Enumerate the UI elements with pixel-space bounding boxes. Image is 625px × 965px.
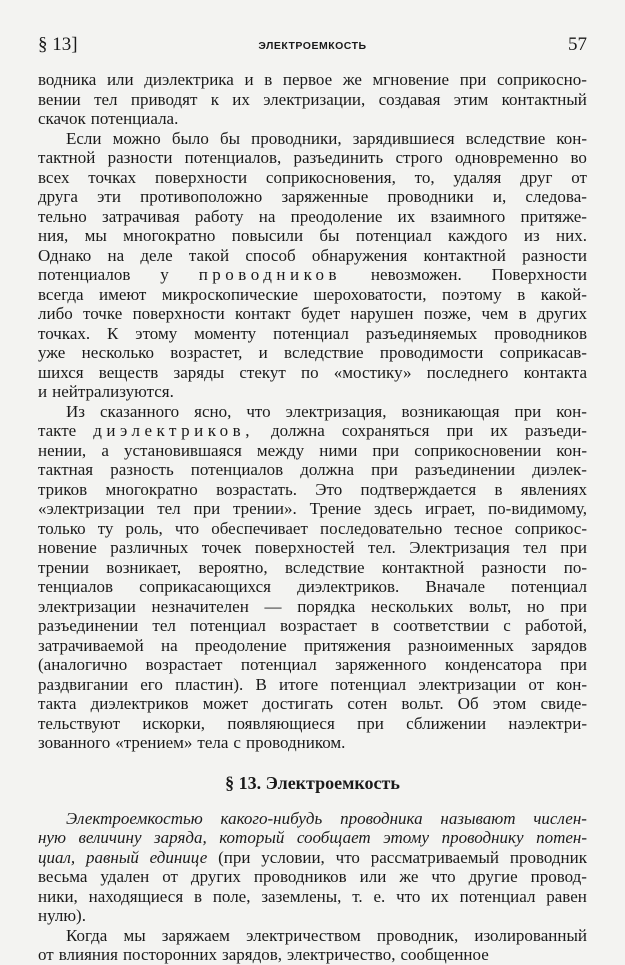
text-line: Если можно было бы проводники, зарядившиеся вследствие кон- <box>66 128 587 148</box>
text-line: уже несколько возрастет, и вследствие проводимости соприкасав- <box>38 343 587 362</box>
text-line: либо точке поверхности контакт будет нарушен позже, чем в других <box>38 304 587 323</box>
paragraph <box>38 402 587 753</box>
text-line: зованного «трением» тела с проводником. <box>38 733 346 752</box>
text-line: Однако на деле такой способ обнаружения контактной разности <box>38 245 587 265</box>
text-line: тельно затрачивая работу на преодоление их взаимного притяже- <box>38 206 587 226</box>
header-section-ref: § 13] <box>38 34 78 55</box>
text-line: только ту роль, что обеспечивает последовательно тесное соприкос- <box>38 518 587 538</box>
paragraph <box>38 129 587 402</box>
paragraph <box>38 70 587 129</box>
text-line: точках. К этому моменту потенциал разъединяемых проводников <box>38 323 587 343</box>
paragraph <box>38 926 587 965</box>
text-line: электризации незначителен — порядка нескольких вольт, но при <box>38 596 587 616</box>
text-line: всех точках поверхности соприкосновения, то, удаляя друг от <box>38 167 587 187</box>
page-number: 57 <box>568 34 587 55</box>
text-line: такте диэлектриков, должна сохраняться при их разъеди- <box>38 421 587 440</box>
text-line: Электроемкостью какого-нибудь проводника называют числен- <box>66 808 587 828</box>
text-line: нении, а установившаяся между ними при соприкосновении кон- <box>38 440 587 460</box>
text-line: трении возникает, вероятно, вследствие контактной разности по- <box>38 557 587 577</box>
page-body <box>38 70 587 965</box>
text-line: циал, равный единице (при условии, что рассматриваемый проводник <box>38 847 587 867</box>
text-line: Когда мы заряжаем электричеством проводник, изолированный <box>66 925 587 945</box>
text-line: тактной разности потенциалов, разъединить строго одновременно во <box>38 148 587 167</box>
text-line: ния, мы многократно повысили бы потенциал каждого из них. <box>38 226 587 245</box>
text-line: всегда имеют микроскопические шероховатости, поэтому в какой- <box>38 284 587 304</box>
text-line: и нейтрализуются. <box>38 382 174 401</box>
running-header <box>38 34 587 58</box>
text-line: такта диэлектриков может достигать сотен вольт. Об этом свиде- <box>38 694 587 713</box>
text-line: триков многократно возрастать. Это подтверждается в явлениях <box>38 479 587 499</box>
paragraph <box>38 809 587 926</box>
text-line: друга эти противоположно заряженные проводники и, следова- <box>38 187 587 206</box>
text-line: скачок потенциала. <box>38 109 179 128</box>
text-line: Из сказанного ясно, что электризация, возникающая при кон- <box>66 401 587 421</box>
text-line: тактная разность потенциалов должна при разъединении диэлек- <box>38 460 587 479</box>
text-line: «электризации тел при трении». Трение здесь играет, по-видимому, <box>38 499 587 518</box>
text-line: тенциалов соприкасающихся диэлектриков. Вначале потенциал <box>38 577 587 596</box>
text-line: потенциалов у проводников невозможен. Поверхности <box>38 265 587 284</box>
text-line: затрачиваемой на преодоление притяжения разноименных зарядов <box>38 635 587 655</box>
text-line: (аналогично возрастает потенциал заряженного конденсатора при <box>38 655 587 674</box>
text-line: нулю). <box>38 906 86 925</box>
text-line: ную величину заряда, который сообщает этому проводнику потен- <box>38 828 587 847</box>
text-line: вении тел приводят к их электризации, создавая этим контактный <box>38 89 587 109</box>
text-line: ники, находящиеся в поле, заземлены, т. е. что их потенциал равен <box>38 886 587 906</box>
section-heading: § 13. Электроемкость <box>225 772 400 793</box>
text-line: водника или диэлектрика и в первое же мгновение при соприкосно- <box>38 70 587 89</box>
text-line: тельствуют искорки, появляющиеся при сближении наэлектри- <box>38 713 587 733</box>
text-line: весьма удален от других проводников или же что другие провод- <box>38 867 587 886</box>
text-line: новение различных точек поверхностей тел. Электризация тел при <box>38 538 587 557</box>
text-line: раздвигании его пластин). В итоге потенциал электризации от кон- <box>38 674 587 694</box>
header-title: ЭЛЕКТРОЕМКОСТЬ <box>258 40 367 52</box>
text-line: шихся веществ заряды стекут по «мостику» последнего контакта <box>38 362 587 382</box>
text-line: разъединении тел потенциал возрастает в соответствии с работой, <box>38 616 587 635</box>
text-line: от влияния посторонних зарядов, электричество, сообщенное <box>38 945 489 964</box>
